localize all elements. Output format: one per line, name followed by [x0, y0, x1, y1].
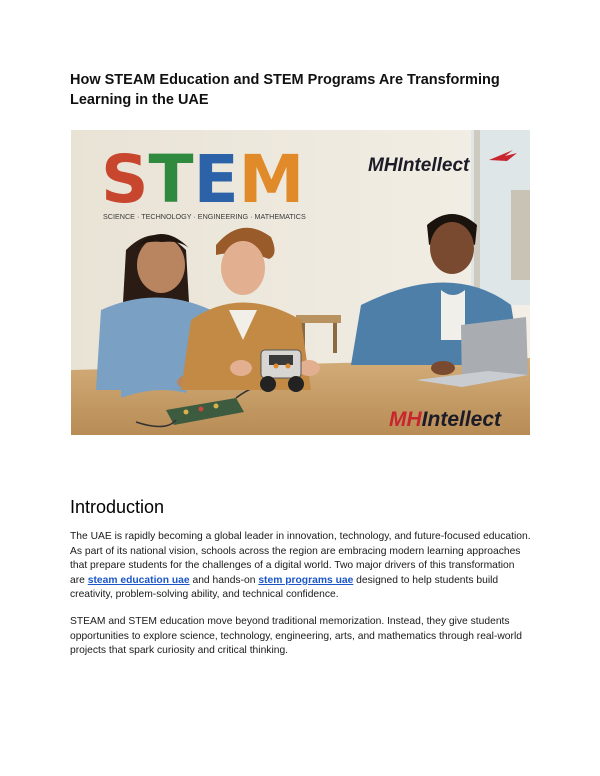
intro-paragraph-1	[70, 530, 532, 603]
document-title: How STEAM Education and STEM Programs Are Transforming Learning in the UAE	[70, 72, 500, 108]
logo-bottom: MHIntellect	[389, 408, 502, 431]
stem-wall-subtitle: SCIENCE · TECHNOLOGY · ENGINEERING · MATHEMATICS	[103, 212, 306, 221]
intro-text: designed to help students build creativity, problem-solving ability, and technical confidence.	[70, 574, 499, 601]
stem-wall-letters: STEM	[101, 141, 305, 218]
section-heading-introduction: Introduction	[70, 497, 165, 517]
hero-image	[71, 130, 530, 435]
intro-text: and hands-on	[189, 574, 259, 586]
logo-top: MHIntellect	[368, 155, 470, 176]
link-steam-education-uae[interactable]: steam education uae	[87, 574, 190, 586]
intro-text: The UAE is rapidly becoming a global leader in innovation, technology, and future-focused education. As part of its national vision, schools across the region are embracing modern learning approaches that prepare students for the challenges of a digital world. Two major drivers of this transformation are	[70, 531, 531, 586]
link-stem-programs-uae[interactable]: stem programs uae	[258, 574, 354, 586]
intro-paragraph-2: STEAM and STEM education move beyond traditional memorization. Instead, they give students opportunities to explore science, technology, engineering, arts, and mathematics through real-world projects that spark curiosity and critical thinking.	[70, 616, 522, 657]
